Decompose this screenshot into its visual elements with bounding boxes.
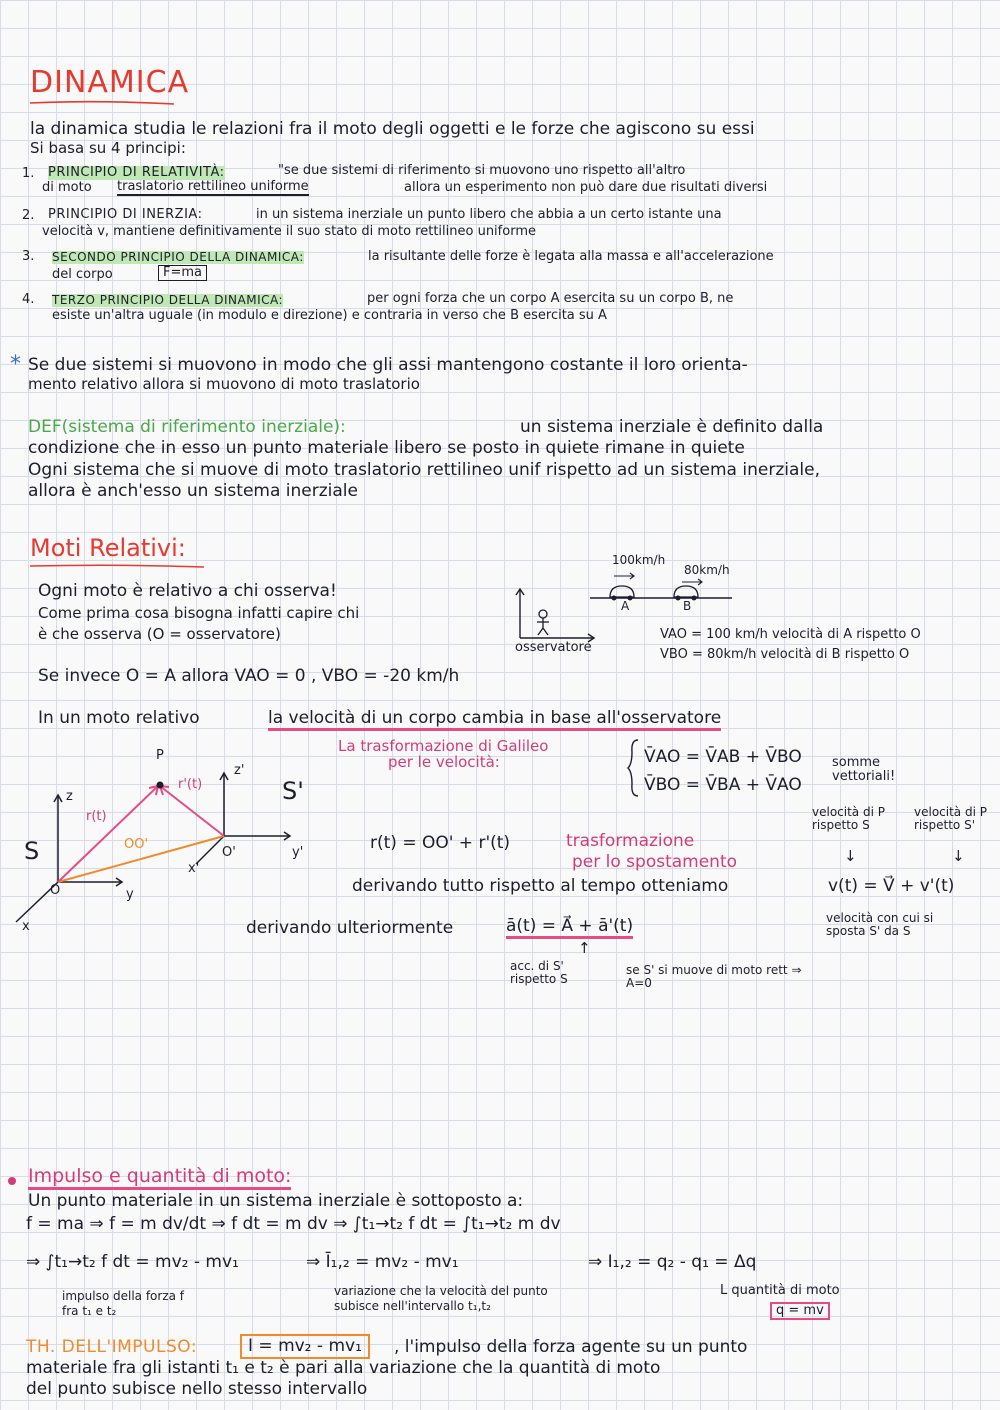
axis-label: z' — [234, 763, 245, 778]
definition-label: DEF(sistema di riferimento inerziale): — [28, 417, 346, 437]
definition-text: allora è anch'esso un sistema inerziale — [28, 481, 358, 501]
up-arrow-icon: ↑ — [578, 939, 591, 957]
relative-statement-highlight: la velocità di un corpo cambia in base all'osservatore — [268, 709, 721, 731]
definition-text: un sistema inerziale è definito dalla — [520, 417, 824, 437]
down-arrow-icon: ↓ — [844, 847, 857, 865]
principle-number: 3. — [22, 249, 35, 264]
principle-text: del corpo — [52, 267, 113, 282]
reference-frames-diagram — [0, 740, 340, 940]
impulse-note: impulso della forza f — [62, 1289, 185, 1303]
velocity-note: velocità di P rispetto S' — [914, 805, 987, 832]
principle-text: la risultante delle forze è legata alla massa e all'accelerazione — [368, 249, 774, 264]
frame-label: S — [24, 837, 40, 865]
bullet-icon — [8, 1177, 16, 1185]
vector-sum-note: somme vettoriali! — [832, 755, 896, 784]
derivation-text: derivando tutto rispetto al tempo otteniamo — [352, 876, 729, 896]
impulse-equation: ⇒ ∫t₁→t₂ f dt = mv₂ - mv₁ — [26, 1252, 239, 1272]
definition-text: condizione che in esso un punto materiale libero se posto in quiete rimane in quiete — [28, 438, 745, 458]
impulse-note: fra t₁ e t₂ — [62, 1304, 117, 1318]
page-title: DINAMICA — [30, 65, 190, 100]
impulse-equation: ⇒ I₁,₂ = q₂ - q₁ = Δq — [588, 1252, 757, 1272]
acceleration-equation: ā(t) = A⃗ + ā'(t) — [506, 917, 633, 939]
principle-highlight-text: traslatorio rettilineo uniforme — [117, 179, 309, 194]
rpt-label: r'(t) — [178, 777, 203, 792]
note-text: mento relativo allora si muovono di moto traslatorio — [28, 375, 420, 393]
intro-line: la dinamica studia le relazioni fra il moto degli oggetti e le forze che agiscono su essi — [30, 119, 755, 139]
theorem-label: TH. DELL'IMPULSO: — [26, 1337, 198, 1357]
principle-number: 2. — [22, 208, 35, 223]
velocity-def: VAO = 100 km/h velocità di A rispetto O — [660, 627, 921, 642]
observer-label: osservatore — [515, 640, 592, 655]
principle-text: per ogni forza che un corpo A esercita su un corpo B, ne — [367, 291, 734, 306]
principle-text: di moto — [42, 180, 92, 195]
section-title: Moti Relativi: — [30, 534, 186, 562]
relative-text: Ogni moto è relativo a chi osserva! — [38, 581, 337, 601]
formula-box: F=ma — [158, 265, 207, 281]
axis-label: y' — [292, 845, 304, 860]
galileo-label: per le velocità: — [388, 753, 500, 771]
galileo-label: La trasformazione di Galileo — [338, 737, 549, 755]
definition-text: Ogni sistema che si muove di moto traslatorio rettilineo unif rispetto ad un sistema inerziale, — [28, 460, 820, 480]
rt-label: r(t) — [86, 809, 107, 824]
principle-text: velocità v, mantiene definitivamente il suo stato di moto rettilineo uniforme — [42, 224, 536, 239]
principle-name: TERZO PRINCIPIO DELLA DINAMICA: — [52, 293, 284, 307]
displacement-equation: r(t) = OO' + r'(t) — [370, 833, 511, 853]
velocity-note: velocità di P rispetto S — [812, 805, 885, 832]
principle-text: "se due sistemi di riferimento si muovono uno rispetto all'altro — [278, 163, 686, 178]
oo-label: OO' — [124, 837, 149, 852]
galileo-equation: V̄BO = V̄BA + V̄AO — [644, 775, 802, 795]
impulse-equation: f = ma ⇒ f = m dv/dt ⇒ f dt = m dv ⇒ ∫t₁→t₂ f dt = ∫t₁→t₂ m dv — [26, 1214, 561, 1234]
acceleration-note: se S' si muove di moto rett ⇒ A=0 — [626, 963, 802, 990]
theorem-text: , l'impulso della forza agente su un punto — [394, 1337, 748, 1357]
speed-label: 80km/h — [684, 563, 730, 577]
displacement-label: trasformazione — [566, 831, 695, 851]
axis-label: x — [22, 919, 30, 934]
origin-label: O' — [222, 845, 236, 860]
principle-name: SECONDO PRINCIPIO DELLA DINAMICA: — [52, 250, 304, 264]
relative-statement: In un moto relativo — [38, 708, 200, 728]
principle-text: allora un esperimento non può dare due risultati diversi — [404, 180, 768, 195]
relative-text: è che osserva (O = osservatore) — [38, 625, 281, 643]
car-label: A — [621, 599, 630, 613]
velocity-note: velocità con cui si sposta S' da S — [826, 911, 934, 938]
intro-line: Si basa su 4 principi: — [30, 139, 186, 157]
point-p-label: P — [156, 748, 164, 763]
impulse-note: subisce nell'intervallo t₁,t₂ — [334, 1299, 491, 1313]
velocity-def: VBO = 80km/h velocità di B rispetto O — [660, 647, 910, 662]
axis-label: z — [66, 789, 73, 804]
relative-case: Se invece O = A allora VAO = 0 , VBO = -20 km/h — [38, 666, 460, 686]
galileo-equation: V̄AO = V̄AB + V̄BO — [644, 747, 802, 767]
theorem-formula: I = mv₂ - mv₁ — [240, 1334, 370, 1359]
frame-label: S' — [282, 777, 304, 805]
car-label: B — [683, 599, 692, 613]
impulse-text: Un punto materiale in un sistema inerziale è sottoposto a: — [28, 1191, 524, 1211]
title-underline — [28, 100, 178, 106]
principle-number: 4. — [22, 292, 35, 307]
principle-name: PRINCIPIO DI INERZIA: — [48, 207, 203, 222]
principle-text: in un sistema inerziale un punto libero che abbia a un certo istante una — [256, 207, 722, 222]
asterisk-icon: * — [10, 352, 21, 377]
origin-label: O — [50, 883, 61, 898]
momentum-label: L quantità di moto — [720, 1283, 840, 1298]
brace-icon — [628, 738, 640, 798]
principle-name: PRINCIPIO DI RELATIVITÀ: — [48, 165, 225, 180]
section-title: Impulso e quantità di moto: — [28, 1166, 291, 1190]
speed-label: 100km/h — [612, 553, 666, 567]
down-arrow-icon: ↓ — [952, 847, 965, 865]
theorem-text: del punto subisce nello stesso intervallo — [26, 1379, 368, 1399]
axis-label: x' — [188, 861, 200, 876]
section-title-underline — [28, 563, 208, 569]
axis-label: y — [126, 887, 134, 902]
theorem-text: materiale fra gli istanti t₁ e t₂ è pari alla variazione che la quantità di moto — [26, 1358, 661, 1378]
note-text: Se due sistemi si muovono in modo che gli assi mantengono costante il loro orienta- — [28, 355, 748, 375]
momentum-formula: q = mv — [770, 1302, 830, 1320]
impulse-note: variazione che la velocità del punto — [334, 1284, 548, 1298]
velocity-equation: v(t) = V⃗ + v'(t) — [828, 876, 955, 896]
impulse-equation: ⇒ Ī₁,₂ = mv₂ - mv₁ — [306, 1252, 459, 1272]
acceleration-note: acc. di S' rispetto S — [510, 959, 568, 986]
principle-number: 1. — [22, 166, 35, 181]
relative-text: Come prima cosa bisogna infatti capire chi — [38, 604, 360, 622]
displacement-label: per lo spostamento — [572, 852, 738, 872]
derivation-text: derivando ulteriormente — [246, 918, 454, 938]
principle-text: esiste un'altra uguale (in modulo e direzione) e contraria in verso che B esercita su A — [52, 308, 607, 323]
